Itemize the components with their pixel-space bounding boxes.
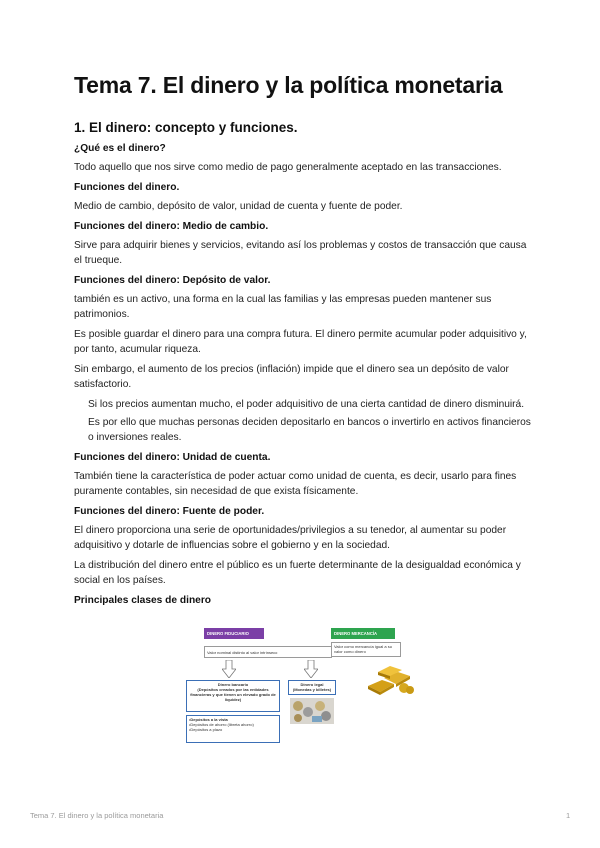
list-item: Es por ello que muchas personas deciden depositarlo en bancos o invertirlo en activos financieros o inversiones reales. xyxy=(88,417,531,443)
paragraph: Medio de cambio, depósito de valor, unidad de cuenta y fuente de poder. xyxy=(74,201,403,212)
bancario-description: (Depósitos creados por las entidades financieras y que tienen un elevado grado de liquidez) xyxy=(190,687,276,702)
paragraph: También tiene la característica de poder actuar como unidad de cuenta, es decir, usarlo para fines puramente contables, sin necesidad de que exista físicamente. xyxy=(74,471,517,497)
section-heading: 1. El dinero: concepto y funciones. xyxy=(74,120,298,135)
list-item: • Depósitos a la vista xyxy=(189,717,277,722)
subheading-medio-cambio: Funciones del dinero: Medio de cambio. xyxy=(74,221,269,232)
list-item: Si los precios aumentan mucho, el poder adquisitivo de una cierta cantidad de dinero disminuirá. xyxy=(88,399,525,410)
list-item: • Depósitos de ahorro (libreta ahorro) xyxy=(189,722,277,727)
paragraph: Sirve para adquirir bienes y servicios, evitando así los problemas y costos de transacción que causa el trueque. xyxy=(74,240,527,266)
paragraph: La distribución del dinero entre el público es un fuerte determinante de la desigualdad económica y social en los países. xyxy=(74,560,521,586)
legal-description: (Monedas y billetes) xyxy=(292,687,332,692)
dinero-bancario-box xyxy=(186,680,280,712)
deposit-types-list xyxy=(186,715,280,743)
page-number: 1 xyxy=(566,811,571,820)
subheading-que-es: ¿Qué es el dinero? xyxy=(74,143,166,154)
subheading-deposito-valor: Funciones del dinero: Depósito de valor. xyxy=(74,275,271,286)
subheading-fuente-poder: Funciones del dinero: Fuente de poder. xyxy=(74,506,265,517)
list-item: • Depósitos a plazo xyxy=(189,727,277,732)
document-body xyxy=(74,141,534,612)
fiduciario-label: DINERO FIDUCIARIO xyxy=(204,628,264,639)
money-types-diagram xyxy=(184,624,424,754)
bancario-title: Dinero bancario xyxy=(217,682,249,687)
arrow-down-icon xyxy=(222,660,236,678)
subheading-unidad-cuenta: Funciones del dinero: Unidad de cuenta. xyxy=(74,452,271,463)
mercancia-description: Valor como mercancía igual a su valor como dinero xyxy=(331,642,401,657)
page-footer: Tema 7. El dinero y la política monetaria xyxy=(30,811,164,820)
gold-bars-image xyxy=(364,660,416,696)
bullet-list xyxy=(74,397,534,445)
legal-title: Dinero legal xyxy=(300,682,324,687)
paragraph: también es un activo, una forma en la cual las familias y las empresas pueden mantener sus patrimonios. xyxy=(74,294,492,320)
paragraph: Es posible guardar el dinero para una compra futura. El dinero permite acumular poder adquisitivo y, por tanto, acumular riqueza. xyxy=(74,329,527,355)
subheading-funciones: Funciones del dinero. xyxy=(74,182,180,193)
paragraph: Todo aquello que nos sirve como medio de pago generalmente aceptado en las transacciones. xyxy=(74,162,502,173)
arrow-down-icon xyxy=(304,660,318,678)
fiduciario-description: Valor nominal distinto al valor intrínseco xyxy=(204,646,332,658)
dinero-legal-box xyxy=(288,680,336,695)
paragraph: Sin embargo, el aumento de los precios (inflación) impide que el dinero sea un depósito de valor satisfactorio. xyxy=(74,364,509,390)
page-title: Tema 7. El dinero y la política monetaria xyxy=(74,72,503,98)
subheading-clases-dinero: Principales clases de dinero xyxy=(74,595,212,606)
paragraph: El dinero proporciona una serie de oportunidades/privilegios a su tenedor, al aumentar su poder adquisitivo y dotarle de influencias sobre el gobierno y en la sociedad. xyxy=(74,525,507,551)
mercancia-label: DINERO MERCANCÍA xyxy=(331,628,395,639)
coins-banknotes-image xyxy=(290,698,334,724)
